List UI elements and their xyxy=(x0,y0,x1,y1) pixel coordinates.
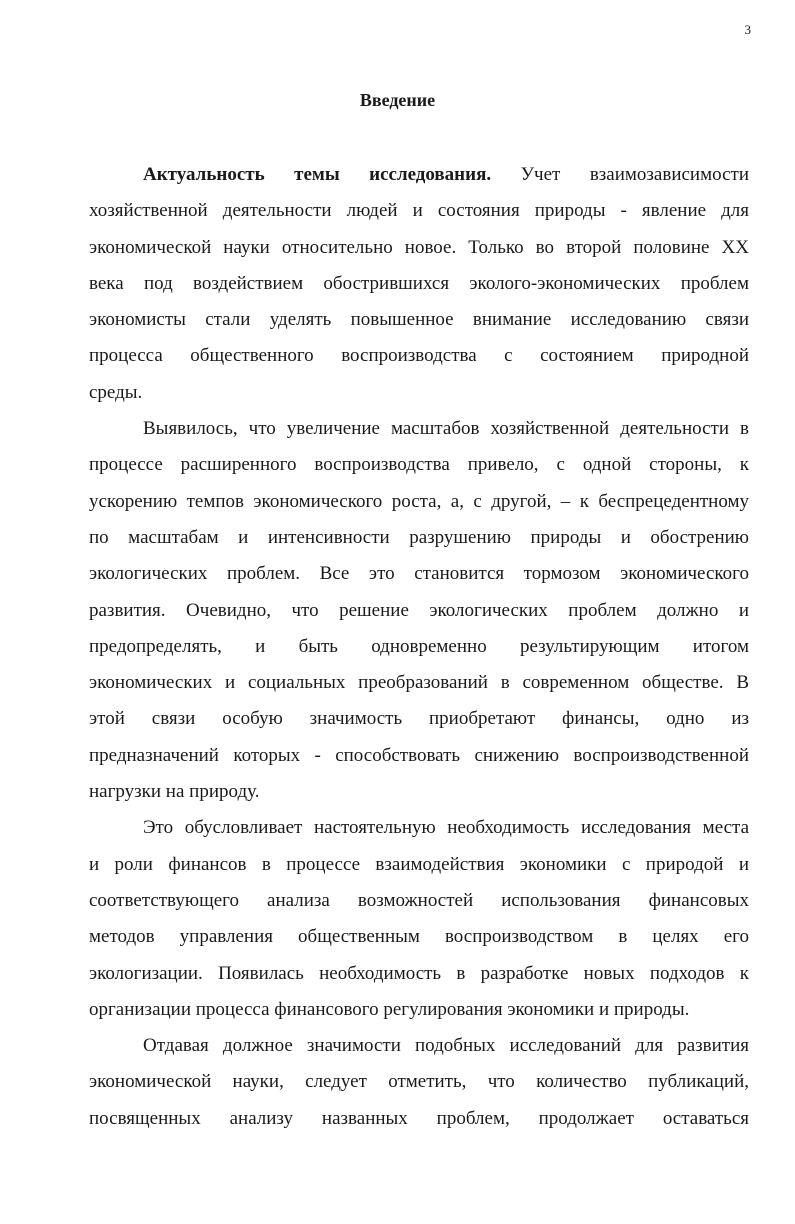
text-line: предопределять, и быть одновременно результирующим итогом xyxy=(89,635,749,657)
paragraph xyxy=(89,157,749,411)
text-line: и роли финансов в процессе взаимодействия экономики с природой и xyxy=(89,853,749,875)
paragraph xyxy=(89,411,749,810)
text-line: организации процесса финансового регулирования экономики и природы. xyxy=(89,998,690,1020)
text-line: Актуальность темы исследования. Учет взаимозависимости xyxy=(143,164,749,185)
text-line: этой связи особую значимость приобретают финансы, одно из xyxy=(89,708,749,730)
text-line: экономических и социальных преобразований в современном обществе. В xyxy=(89,672,749,694)
text-line: ускорению темпов экономического роста, а, с другой, – к беспрецедентному xyxy=(89,490,749,512)
section-title: Введение xyxy=(359,90,436,110)
text-line: Выявилось, что увеличение масштабов хозяйственной деятельности в xyxy=(143,418,749,440)
text-line: соответствующего анализа возможностей использования финансовых xyxy=(89,889,749,911)
text-line: предназначений которых - способствовать снижению воспроизводственной xyxy=(89,744,749,766)
text-line: процессе расширенного воспроизводства привело, с одной стороны, к xyxy=(89,454,749,476)
text-line: процесса общественного воспроизводства с состоянием природной xyxy=(89,345,749,367)
lead-heading: Актуальность темы исследования. xyxy=(143,164,492,185)
text-line: экономической науки относительно новое. Только во второй половине XX xyxy=(89,236,749,258)
text-line: экономисты стали уделять повышенное внимание исследованию связи xyxy=(89,309,749,331)
paragraph xyxy=(89,1028,749,1137)
text-line: нагрузки на природу. xyxy=(89,781,260,803)
text-line: по масштабам и интенсивности разрушению природы и обострению xyxy=(89,526,749,548)
body-text xyxy=(89,157,749,1137)
text-line: посвященных анализу названных проблем, продолжает оставаться xyxy=(89,1107,749,1129)
text-line: экономической науки, следует отметить, что количество публикаций, xyxy=(89,1071,749,1093)
text-line: Это обусловливает настоятельную необходимость исследования места xyxy=(143,817,749,839)
text-line: экологических проблем. Все это становится тормозом экономического xyxy=(89,563,749,585)
page-number: 3 xyxy=(744,22,751,37)
text-line: среды. xyxy=(89,381,143,403)
paragraph xyxy=(89,810,749,1028)
text-line: хозяйственной деятельности людей и состояния природы - явление для xyxy=(89,200,749,222)
text-line: века под воздействием обострившихся эколого-экономических проблем xyxy=(89,272,749,294)
text-line: развития. Очевидно, что решение экологических проблем должно и xyxy=(89,599,749,621)
text-line: методов управления общественным воспроизводством в целях его xyxy=(89,926,749,948)
text-line: экологизации. Появилась необходимость в разработке новых подходов к xyxy=(89,962,749,984)
text-line: Отдавая должное значимости подобных исследований для развития xyxy=(143,1035,749,1057)
